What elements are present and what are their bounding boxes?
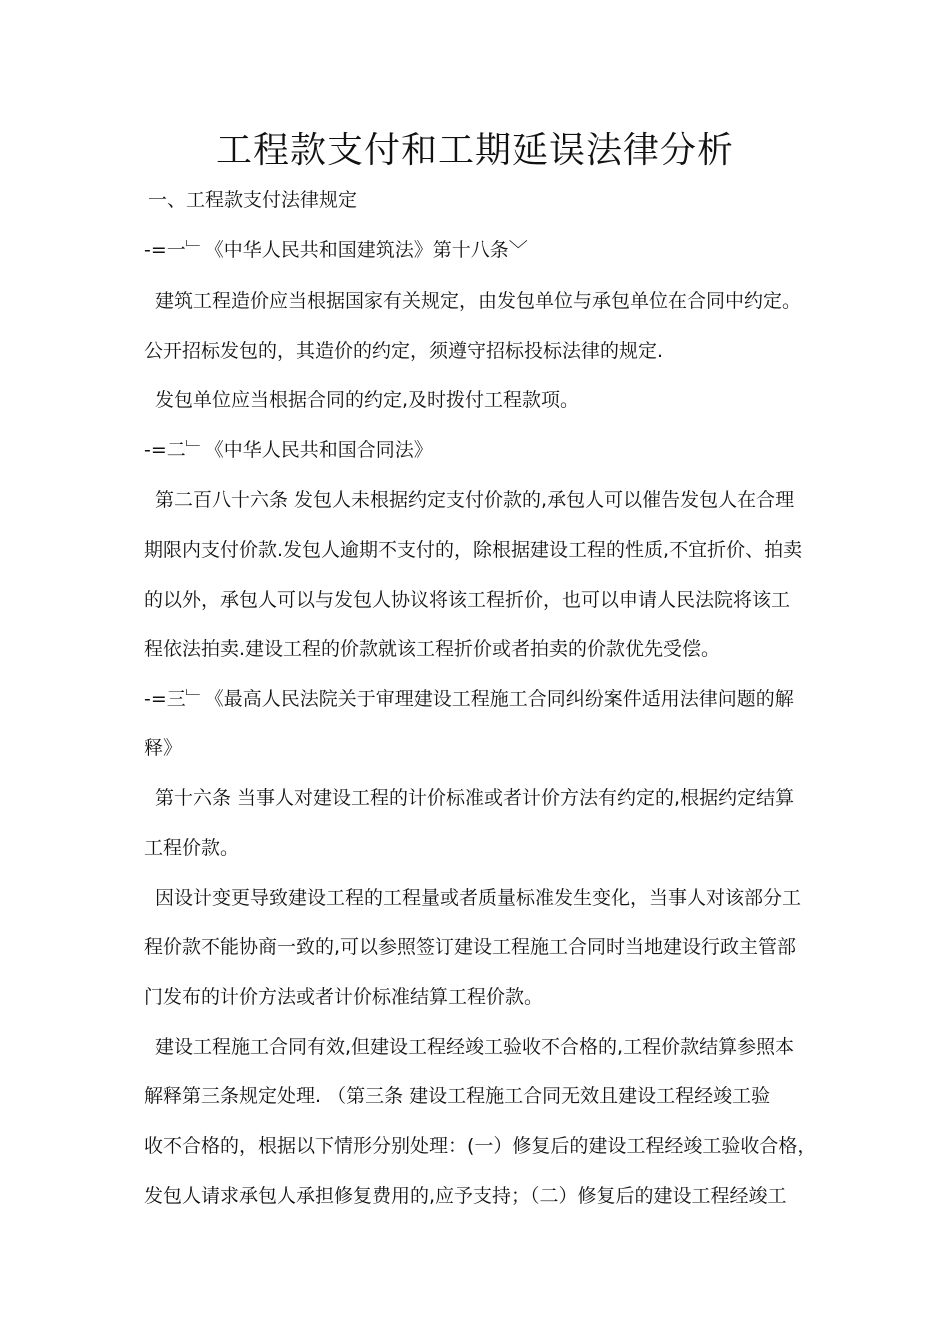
paragraph-line: 发包人请求承包人承担修复费用的,应予支持；（二）修复后的建设工程经竣工 [144, 1185, 787, 1207]
paragraph-line: 程依法拍卖.建设工程的价款就该工程折价或者拍卖的价款优先受偿。 [144, 638, 721, 660]
paragraph-line: 建筑工程造价应当根据国家有关规定，由发包单位与承包单位在合同中约定。 [155, 290, 802, 312]
paragraph-line: 第二百八十六条 发包人未根据约定支付价款的,承包人可以催告发包人在合理 [155, 489, 795, 511]
paragraph-line: 期限内支付价款.发包人逾期不支付的，除根据建设工程的性质,不宜折价、拍卖 [144, 539, 803, 561]
paragraph-line: 程价款不能协商一致的,可以参照签订建设工程施工合同时当地建设行政主管部 [144, 936, 797, 958]
subsection-heading: -=三﹂《最高人民法院关于审理建设工程施工合同纠纷案件适用法律问题的解 [144, 688, 794, 710]
paragraph-line: 工程价款。 [144, 837, 240, 859]
paragraph-line: 因设计变更导致建设工程的工程量或者质量标准发生变化，当事人对该部分工 [155, 887, 802, 909]
paragraph-line: 第十六条 当事人对建设工程的计价标准或者计价方法有约定的,根据约定结算 [155, 787, 795, 809]
paragraph-line: 的以外，承包人可以与发包人协议将该工程折价，也可以申请人民法院将该工 [144, 589, 791, 611]
paragraph-line: 收不合格的，根据以下情形分别处理：(一）修复后的建设工程经竣工验收合格， [144, 1135, 817, 1157]
document-title: 工程款支付和工期延误法律分析 [215, 130, 734, 171]
paragraph-line: 门发布的计价方法或者计价标准结算工程价款。 [144, 986, 544, 1008]
section-heading: 一、工程款支付法律规定 [148, 189, 358, 211]
subsection-heading: -=二﹂《中华人民共和国合同法》 [144, 439, 433, 461]
paragraph-line: 建设工程施工合同有效,但建设工程经竣工验收不合格的,工程价款结算参照本 [155, 1036, 795, 1058]
paragraph-line: 解释第三条规定处理. （第三条 建设工程施工合同无效且建设工程经竣工验 [144, 1085, 771, 1107]
subsection-heading: 释》 [144, 737, 183, 759]
paragraph-line: 发包单位应当根据合同的约定,及时拨付工程款项。 [155, 389, 580, 411]
subsection-heading: -=一﹂《中华人民共和国建筑法》第十八条﹀ [144, 239, 528, 261]
paragraph-line: 公开招标发包的，其造价的约定，须遵守招标投标法律的规定. [144, 340, 664, 362]
